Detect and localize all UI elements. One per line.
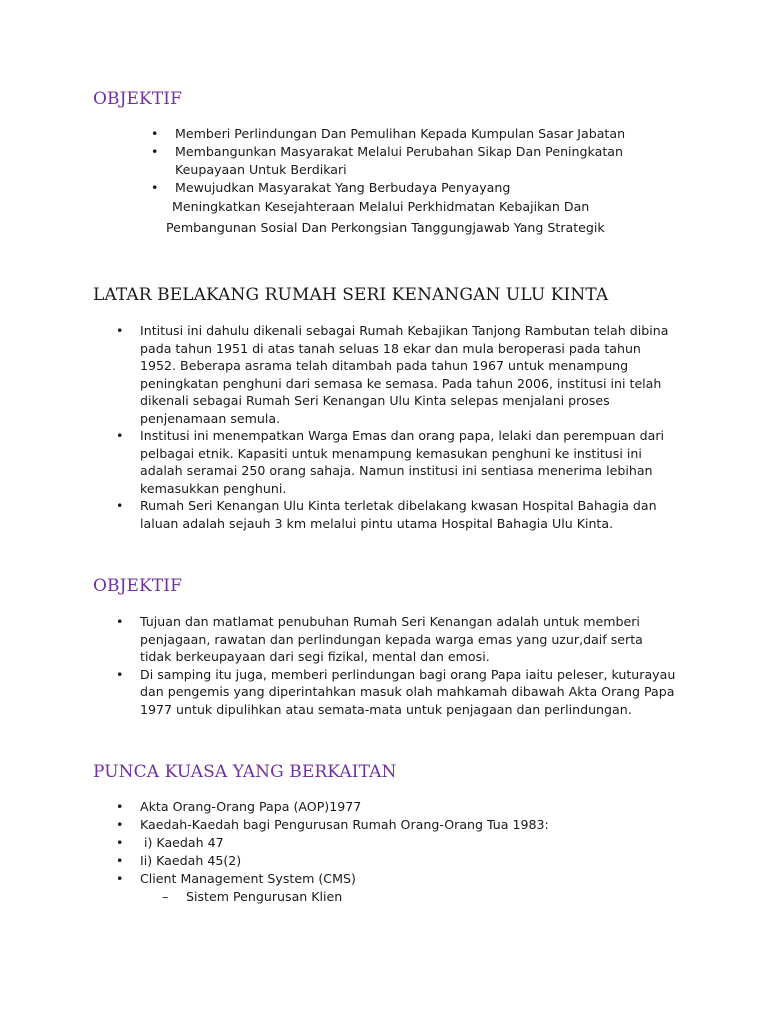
bullet-icon: • bbox=[151, 180, 159, 195]
list-item bbox=[116, 427, 676, 497]
list-item bbox=[116, 322, 676, 427]
bullet-icon: • bbox=[116, 428, 124, 443]
list-item-text: Membangunkan Masyarakat Melalui Perubahan Sikap Dan Peningkatan Keupayaan Untuk Berdikari bbox=[175, 144, 623, 177]
objektif-2-list bbox=[116, 613, 676, 718]
list-item bbox=[151, 179, 671, 197]
list-item bbox=[151, 125, 671, 143]
list-item-text: Ii) Kaedah 45(2) bbox=[140, 853, 242, 868]
list-item-text: i) Kaedah 47 bbox=[140, 835, 224, 850]
objektif-1-continuation-line: Pembangunan Sosial Dan Perkongsian Tanggungjawab Yang Strategik bbox=[166, 220, 605, 235]
list-item bbox=[116, 497, 676, 532]
list-item-text: Client Management System (CMS) bbox=[140, 871, 356, 886]
section-heading-punca-kuasa: PUNCA KUASA YANG BERKAITAN bbox=[93, 762, 397, 782]
list-item-text: Institusi ini menempatkan Warga Emas dan orang papa, lelaki dan perempuan dari pelbagai etnik. Kapasiti untuk menampung kemasukan penghuni ke institusi ini adalah seramai 250 orang sahaja. Namun institusi ini sentiasa menerima lebihan kemasukkan penghuni. bbox=[140, 428, 665, 496]
list-item-text: Di samping itu juga, memberi perlindungan bagi orang Papa iaitu peleser, kuturayau dan pengemis yang diperintahkan masuk olah mahkamah dibawah Akta Orang Papa 1977 untuk dipulihkan atau semata-mata untuk penjagaan dan perlindungan. bbox=[140, 666, 676, 717]
bullet-icon: • bbox=[116, 817, 124, 832]
objektif-1-continuation-line: Meningkatkan Kesejahteraan Melalui Perkhidmatan Kebajikan Dan bbox=[172, 199, 590, 214]
latar-belakang-list bbox=[116, 322, 676, 532]
list-item-text: Intitusi ini dahulu dikenali sebagai Rumah Kebajikan Tanjong Rambutan telah dibina pada tahun 1951 di atas tanah seluas 18 ekar dan mula beroperasi pada tahun 1952. Beberapa asrama telah ditambah pada tahun 1967 untuk menampung peningkatan penghuni dari semasa ke semasa. Pada tahun 2006, institusi ini telah dikenali sebagai Rumah Seri Kenangan Ulu Kinta selepas menjalani proses penjenamaan semula. bbox=[140, 323, 669, 426]
list-item-text: Rumah Seri Kenangan Ulu Kinta terletak dibelakang kwasan Hospital Bahagia dan laluan adalah sejauh 3 km melalui pintu utama Hospital Bahagia Ulu Kinta. bbox=[140, 498, 657, 531]
list-item bbox=[116, 816, 676, 834]
list-item-text: Mewujudkan Masyarakat Yang Berbudaya Penyayang bbox=[175, 180, 511, 195]
section-heading-objektif-2: OBJEKTIF bbox=[93, 576, 183, 596]
section-heading-latar-belakang: LATAR BELAKANG RUMAH SERI KENANGAN ULU KINTA bbox=[93, 285, 609, 305]
bullet-icon: • bbox=[116, 835, 124, 850]
bullet-icon: • bbox=[116, 614, 124, 629]
bullet-icon: • bbox=[151, 126, 159, 141]
list-item bbox=[116, 852, 676, 870]
list-item-text: Akta Orang-Orang Papa (AOP)1977 bbox=[140, 799, 362, 814]
objektif-1-list bbox=[151, 125, 671, 197]
list-item-text: Tujuan dan matlamat penubuhan Rumah Seri Kenangan adalah untuk memberi penjagaan, rawatan dan perlindungan kepada warga emas yang uzur,daif serta tidak berkeupayaan dari segi fizikal, mental dan emosi. bbox=[140, 614, 643, 664]
section-heading-objektif-1: OBJEKTIF bbox=[93, 89, 183, 109]
bullet-icon: • bbox=[151, 144, 159, 159]
list-item bbox=[116, 834, 676, 852]
bullet-icon: • bbox=[116, 666, 124, 682]
bullet-icon: • bbox=[116, 323, 124, 338]
punca-kuasa-list bbox=[116, 798, 676, 888]
sub-list-item-text: Sistem Pengurusan Klien bbox=[186, 889, 343, 904]
sub-list-item bbox=[162, 888, 342, 906]
bullet-icon: • bbox=[116, 871, 124, 886]
dash-icon: – bbox=[162, 889, 169, 904]
list-item bbox=[116, 613, 676, 666]
bullet-icon: • bbox=[116, 853, 124, 868]
list-item-text: Memberi Perlindungan Dan Pemulihan Kepada Kumpulan Sasar Jabatan bbox=[175, 126, 626, 141]
list-item-text: Kaedah-Kaedah bagi Pengurusan Rumah Orang-Orang Tua 1983: bbox=[140, 817, 549, 832]
bullet-icon: • bbox=[116, 799, 124, 814]
list-item bbox=[116, 870, 676, 888]
bullet-icon: • bbox=[116, 498, 124, 513]
list-item bbox=[151, 143, 671, 179]
list-item bbox=[116, 666, 676, 719]
list-item bbox=[116, 798, 676, 816]
